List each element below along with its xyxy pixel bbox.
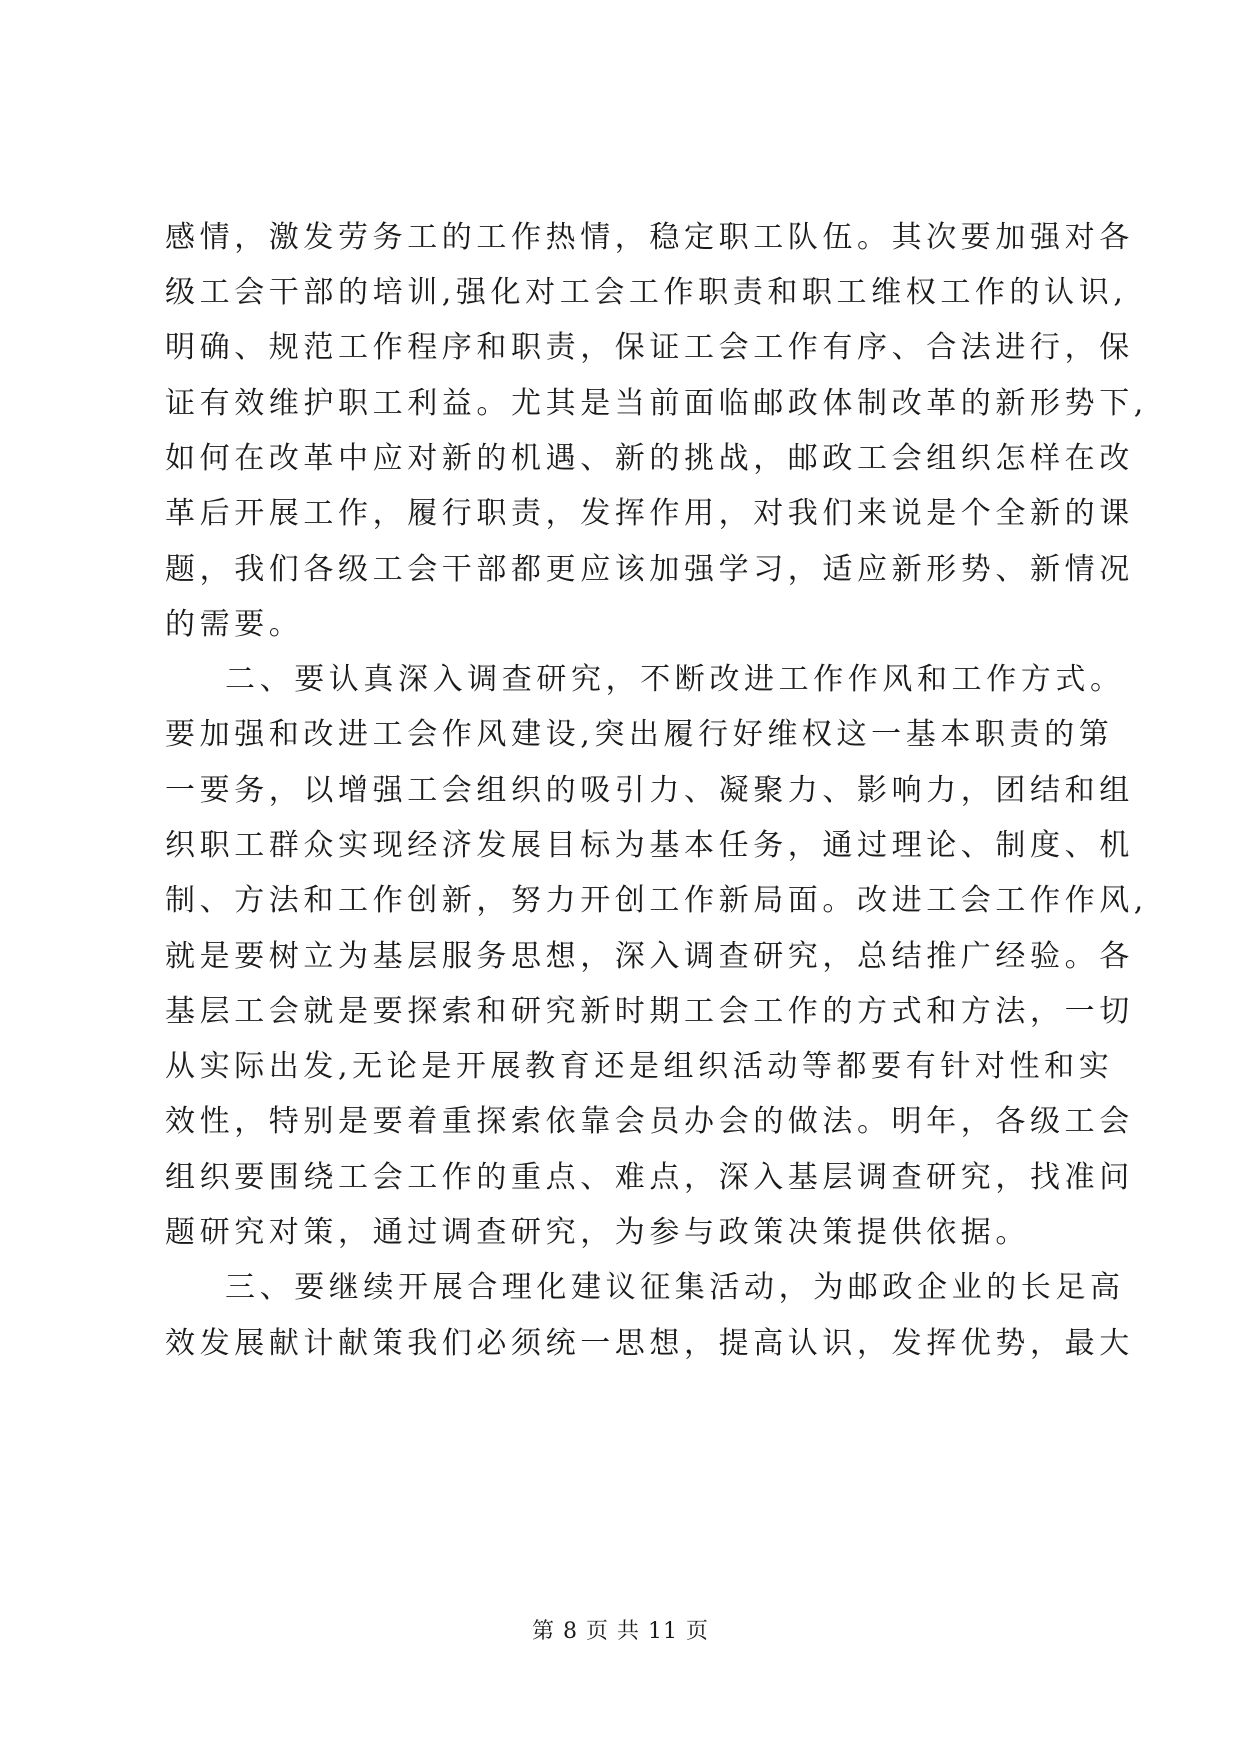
body-line: 要加强和改进工会作风建设,突出履行好维权这一基本职责的第 (165, 717, 1114, 752)
body-line: 明确、规范工作程序和职责，保证工会工作有序、合法进行，保 (165, 330, 1134, 365)
body-line: 证有效维护职工利益。尤其是当前面临邮政体制改革的新形势下, (165, 386, 1148, 421)
body-line: 感情，激发劳务工的工作热情，稳定职工队伍。其次要加强对各 (165, 220, 1134, 255)
page-number-footer: 第 8 页 共 11 页 (532, 1619, 709, 1644)
body-line: 效发展献计献策我们必须统一思想，提高认识，发挥优势，最大 (165, 1326, 1134, 1361)
body-line: 制、方法和工作创新，努力开创工作新局面。改进工会工作作风, (165, 883, 1148, 918)
section-heading-2: 二、要认真深入调查研究，不断改进工作作风和工作方式。 (225, 662, 1125, 697)
body-line: 就是要树立为基层服务思想，深入调查研究，总结推广经验。各 (165, 939, 1134, 974)
body-line: 效性，特别是要着重探索依靠会员办会的做法。明年，各级工会 (165, 1104, 1134, 1139)
body-line: 如何在改革中应对新的机遇、新的挑战，邮政工会组织怎样在改 (165, 441, 1134, 476)
body-line: 题研究对策，通过调查研究，为参与政策决策提供依据。 (165, 1215, 1030, 1250)
body-line: 的需要。 (165, 607, 304, 642)
section-heading-3: 三、要继续开展合理化建议征集活动，为邮政企业的长足高 (225, 1270, 1125, 1305)
body-line: 革后开展工作，履行职责，发挥作用，对我们来说是个全新的课 (165, 496, 1134, 531)
body-line: 织职工群众实现经济发展目标为基本任务，通过理论、制度、机 (165, 828, 1134, 863)
body-line: 题，我们各级工会干部都更应该加强学习，适应新形势、新情况 (165, 552, 1134, 587)
body-line: 组织要围绕工会工作的重点、难点，深入基层调查研究，找准问 (165, 1160, 1134, 1195)
body-line: 从实际出发,无论是开展教育还是组织活动等都要有针对性和实 (165, 1049, 1114, 1084)
body-line: 基层工会就是要探索和研究新时期工会工作的方式和方法，一切 (165, 994, 1134, 1029)
body-line: 级工会干部的培训,强化对工会工作职责和职工维权工作的认识, (165, 275, 1128, 310)
body-line: 一要务，以增强工会组织的吸引力、凝聚力、影响力，团结和组 (165, 773, 1134, 808)
